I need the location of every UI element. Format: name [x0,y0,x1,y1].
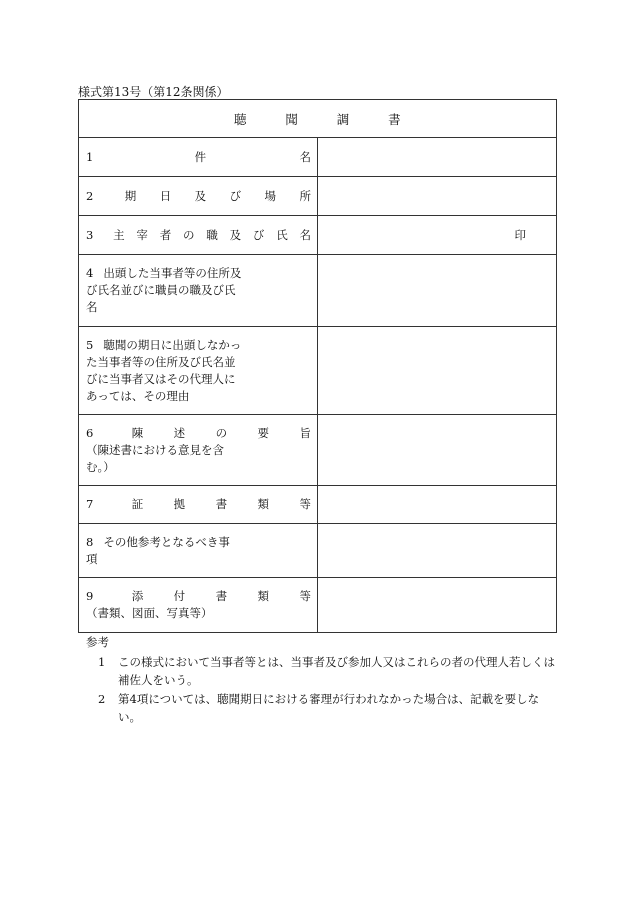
label-char: 名 [299,149,311,164]
label-char: 述 [173,425,186,440]
form-row [79,327,557,415]
row-label [79,486,318,524]
label-line [86,371,311,388]
label-line [86,282,311,299]
label-char: 日 [159,188,172,203]
label-spread-line [86,425,311,442]
label-char: 件 [194,149,207,164]
label-text: 出頭した当事者等の住所及 [103,266,242,280]
label-line [86,354,311,371]
label-char: 場 [264,188,277,203]
label-char: 拠 [173,497,186,511]
row-value-field[interactable] [318,486,557,524]
note-item [78,653,558,689]
form-title [79,100,557,138]
title-char: 書 [388,111,401,127]
row-number: 4 [86,266,94,280]
label-char: 等 [299,589,311,603]
title-char: 調 [336,111,350,127]
seal-mark: 印 [514,228,526,242]
label-char: の [215,425,228,440]
label-char: 書 [215,589,228,603]
row-label [79,327,318,415]
note-number: 2 [98,692,106,706]
label-text: 聴聞の期日に出頭しなかっ [103,337,242,352]
label-char: 所 [299,188,311,203]
form-row [79,578,557,633]
notes-heading: 参考 [86,635,109,649]
row-label [79,415,318,486]
label-char: 類 [257,497,270,511]
label-line [86,605,311,622]
label-char: 氏 [276,227,288,242]
label-spread-line [86,588,311,605]
row-value-field[interactable] [318,327,557,415]
label-text: む。） [86,459,115,474]
label-line [86,388,311,405]
label-char: 主 [113,227,125,242]
label-char: 宰 [136,227,148,242]
hearing-record-form [78,99,557,633]
row-number: 2 [86,188,94,203]
label-line [86,442,311,459]
row-number: 8 [86,534,94,549]
label-char: 書 [215,497,228,511]
label-char: 名 [299,227,311,242]
label-spread-line [86,227,311,244]
form-row [79,486,557,524]
label-char: 及 [229,227,242,242]
note-item [78,690,558,726]
label-char: の [183,227,195,242]
label-text: あっては、その理由 [86,388,190,403]
label-spread-line [86,149,311,166]
form-row [79,138,557,177]
title-char: 聞 [285,111,299,127]
note-text: 第4項については、聴聞期日における審理が行われなかった場合は、記載を要しない。 [118,692,540,724]
label-text: その他参考となるべき事 [103,534,230,549]
label-char: 等 [299,497,311,511]
notes-section [78,633,558,727]
label-char: 及 [194,188,207,203]
label-text: 名 [86,300,98,314]
form-row [79,216,557,255]
row-value-field[interactable] [318,177,557,216]
label-char: 添 [131,589,144,603]
label-char: 陳 [131,425,144,440]
note-number: 1 [98,655,106,669]
row-label [79,578,318,633]
row-number: 7 [86,497,94,511]
form-row [79,255,557,327]
row-number: 6 [86,425,94,440]
label-char: 旨 [299,425,311,440]
row-number: 5 [86,337,94,352]
label-line [86,534,311,551]
label-char: 証 [131,497,144,511]
title-char: 聴 [234,111,247,127]
label-line [86,459,311,476]
row-label [79,524,318,578]
title-row [79,100,557,138]
row-label [79,177,318,216]
label-char: 期 [124,188,137,203]
row-number: 9 [86,589,94,603]
row-value-field[interactable] [318,138,557,177]
label-spread-line [86,496,311,513]
label-char: 類 [257,589,270,603]
label-char: 職 [206,227,218,242]
row-value-field[interactable] [318,216,557,255]
row-number: 3 [86,227,94,242]
row-label [79,138,318,177]
form-number: 様式第13号（第12条関係） [78,85,229,99]
label-spread-line [86,188,311,205]
form-row [79,177,557,216]
label-line [86,299,311,316]
row-value-field[interactable] [318,524,557,578]
row-value-field[interactable] [318,578,557,633]
label-line [86,551,311,568]
label-char: 付 [173,589,186,603]
row-number: 1 [86,149,94,164]
label-char: 要 [257,425,270,440]
row-value-field[interactable] [318,255,557,327]
label-line [86,265,311,282]
label-text: （陳述書における意見を含 [86,442,224,457]
form-row [79,524,557,578]
label-text: びに当事者又はその代理人に [86,371,236,386]
note-text: この様式において当事者等とは、当事者及び参加人又はこれらの者の代理人若しくは補佐人をいう。 [118,655,555,687]
form-row [79,415,557,486]
label-text: た当事者等の住所及び氏名並 [86,354,236,369]
label-char: び [252,227,265,242]
label-text: び氏名並びに職員の職及び氏 [86,283,236,297]
label-char: び [229,188,242,203]
label-text: （書類、図面、写真等） [86,606,213,620]
label-line [86,337,311,354]
label-char: 者 [159,227,172,242]
row-label [79,216,318,255]
label-text: 項 [86,551,98,566]
row-label [79,255,318,327]
row-value-field[interactable] [318,415,557,486]
